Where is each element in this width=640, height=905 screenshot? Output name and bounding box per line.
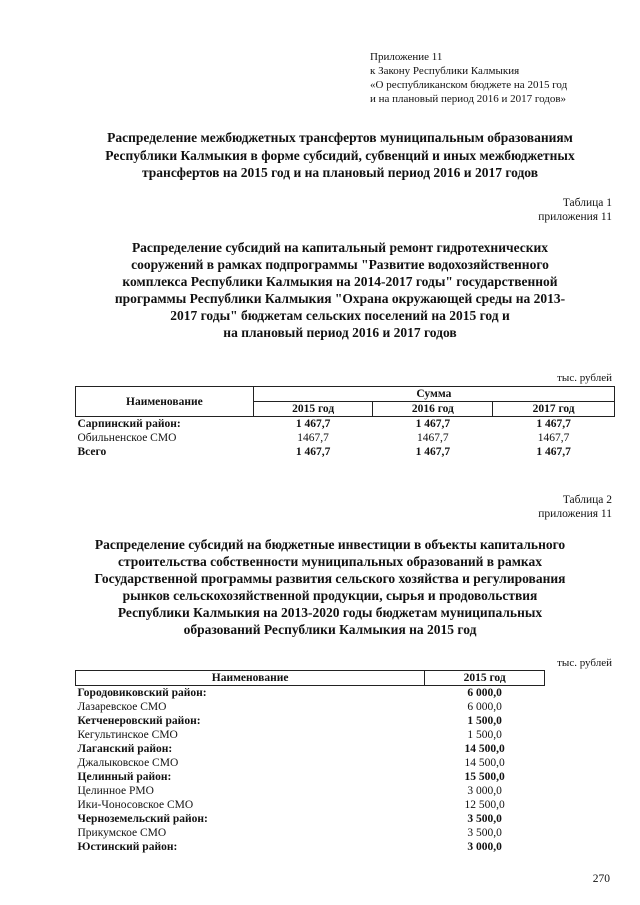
- row-name: Всего: [77, 446, 107, 458]
- table-row: [76, 445, 615, 459]
- row-value: 1467,7: [297, 432, 329, 444]
- table1-title-line: программы Республики Калмыкия "Охрана окружающей среды на 2013-: [114, 291, 566, 306]
- row-name: Ики-Чоносовское СМО: [77, 799, 194, 811]
- table1-header-2015: 2015 год: [253, 402, 373, 417]
- table-row: [76, 686, 545, 701]
- table1-title-line: Распределение субсидий на капитальный ремонт гидротехнических: [131, 240, 549, 255]
- table-row: [76, 826, 545, 840]
- annex-line: и на плановый период 2016 и 2017 годов»: [370, 93, 567, 105]
- table2-header-name: Наименование: [76, 671, 425, 686]
- table2-label: [538, 493, 612, 521]
- table2-title-line: образований Республики Калмыкия на 2015 год: [183, 622, 477, 637]
- table2-unit: тыс. рублей: [557, 657, 612, 669]
- table-row: [76, 700, 545, 714]
- table-row: [76, 840, 545, 854]
- row-value: 3 000,0: [467, 785, 502, 797]
- table-row: [76, 812, 545, 826]
- row-value: 12 500,0: [464, 799, 505, 811]
- table-row: [76, 770, 545, 784]
- row-value: 3 000,0: [467, 841, 502, 853]
- row-value: 1467,7: [417, 432, 449, 444]
- row-name: Городовиковский район:: [77, 687, 207, 699]
- table-row: [76, 431, 615, 445]
- row-value: 1467,7: [537, 432, 570, 444]
- table1-title-line: сооружений в рамках подпрограммы "Развитие водохозяйственного: [131, 257, 549, 272]
- table-row: [76, 756, 545, 770]
- table2-label-line: Таблица 2: [562, 494, 612, 506]
- table1-label: [538, 196, 612, 224]
- row-value: 3 500,0: [467, 827, 502, 839]
- row-name: Кетченеровский район:: [77, 715, 201, 727]
- row-value: 1 467,7: [415, 446, 451, 458]
- annex-line: к Закону Республики Калмыкия: [370, 65, 520, 77]
- row-value: 6 000,0: [467, 701, 502, 713]
- table-row: [76, 714, 545, 728]
- row-name: Кегультинское СМО: [77, 729, 178, 741]
- row-value: 1 467,7: [536, 446, 571, 458]
- table1-header-sum: Сумма: [253, 387, 614, 402]
- row-value: 1 467,7: [415, 418, 451, 430]
- table1-header-2016: 2016 год: [373, 402, 493, 417]
- row-value: 6 000,0: [467, 687, 502, 699]
- table-row: [76, 742, 545, 756]
- row-value: 1 500,0: [467, 715, 502, 727]
- annex-line: «О республиканском бюджете на 2015 год: [370, 79, 568, 91]
- table1: [75, 386, 615, 459]
- title-line: Республики Калмыкия в форме субсидий, субвенций и иных межбюджетных: [105, 147, 575, 163]
- table1-label-line: приложения 11: [538, 211, 612, 223]
- table1-unit: тыс. рублей: [557, 372, 612, 384]
- table1-header-2017: 2017 год: [493, 402, 615, 417]
- annex-line: Приложение 11: [370, 51, 443, 63]
- row-name: Сарпинский район:: [77, 418, 181, 430]
- row-name: Целинное РМО: [77, 785, 154, 797]
- table2-header-2015: 2015 год: [425, 671, 545, 686]
- table2-title-line: Республики Калмыкия на 2013-2020 годы бюджетам муниципальных: [117, 605, 543, 620]
- table2-title-line: рынков сельскохозяйственной продукции, сырья и продовольствия: [122, 588, 538, 603]
- row-value: 1 467,7: [295, 418, 331, 430]
- row-name: Прикумское СМО: [77, 827, 167, 839]
- row-value: 15 500,0: [464, 771, 505, 783]
- row-value: 1 500,0: [467, 729, 502, 741]
- table1-title-line: 2017 годы" бюджетам сельских поселений на 2015 год и: [170, 308, 510, 323]
- table1-title-line: на плановый период 2016 и 2017 годов: [223, 325, 457, 340]
- table2-title-line: Распределение субсидий на бюджетные инвестиции в объекты капитального: [94, 537, 566, 552]
- row-name: Юстинский район:: [77, 841, 178, 853]
- table-row: [76, 798, 545, 812]
- table2-title-line: строительства собственности муниципальных образований в рамках: [117, 554, 542, 569]
- row-value: 1 467,7: [536, 418, 571, 430]
- row-name: Лаганский район:: [77, 743, 173, 755]
- table-row: [76, 417, 615, 432]
- document-title: [60, 129, 620, 182]
- table2-title: [50, 536, 610, 638]
- table1-title-line: комплекса Республики Калмыкия на 2014-2017 годы" государственной: [122, 274, 558, 289]
- table1-header-name: Наименование: [76, 387, 254, 417]
- table1-title: [70, 239, 610, 341]
- row-value: 3 500,0: [467, 813, 502, 825]
- table-row: [76, 728, 545, 742]
- row-name: Лазаревское СМО: [77, 701, 167, 713]
- row-value: 1 467,7: [295, 446, 331, 458]
- title-line: Распределение межбюджетных трансфертов муниципальным образованиям: [107, 130, 573, 145]
- page-number: 270: [592, 873, 610, 885]
- row-value: 14 500,0: [464, 757, 505, 769]
- row-name: Обильненское СМО: [77, 432, 177, 444]
- row-name: Черноземельский район:: [77, 813, 208, 825]
- table2-title-line: Государственной программы развития сельского хозяйства и регулирования: [94, 571, 566, 586]
- row-name: Целинный район:: [77, 771, 172, 783]
- table1-label-line: Таблица 1: [562, 197, 612, 209]
- title-line: трансфертов на 2015 год и на плановый период 2016 и 2017 годов: [141, 165, 539, 180]
- annex-reference: [370, 50, 567, 106]
- table2: [75, 670, 545, 854]
- table-row: [76, 784, 545, 798]
- table2-label-line: приложения 11: [538, 508, 612, 520]
- row-value: 14 500,0: [464, 743, 505, 755]
- row-name: Джалыковское СМО: [77, 757, 179, 769]
